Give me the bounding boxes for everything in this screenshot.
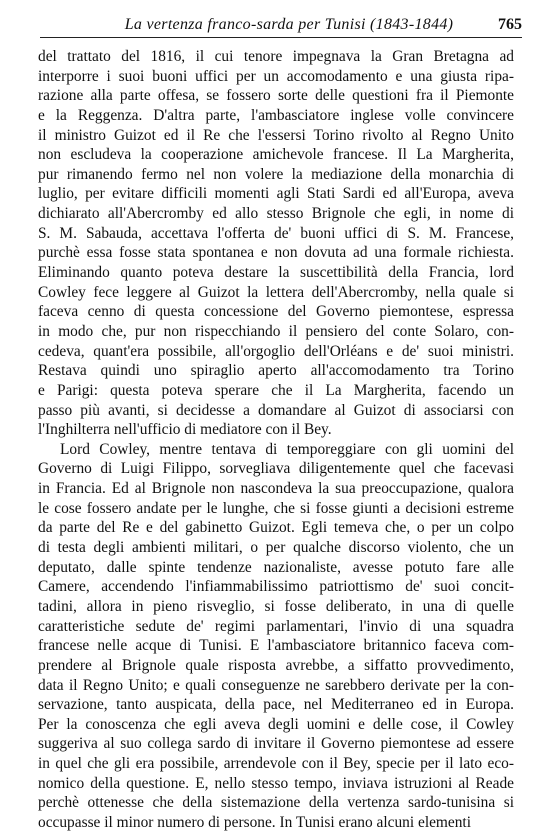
text-line: e la Reggenza. D'altra parte, l'ambasciatore inglese volle convincere (38, 106, 514, 124)
text-line: tadini, allora in pieno risveglio, si fosse deliberato, in una di quelle (38, 597, 514, 615)
text-line: deputato, dalle spinte tendenze nazionaliste, avesse potuto fare alle (38, 558, 514, 576)
text-line: purchè essa fosse stata spontanea e non dovuta ad una formale richiesta. (38, 244, 514, 262)
text-line: Eliminando quanto poteva destare la suscettibilità della Francia, lord (38, 264, 514, 282)
text-line: nomico della questione. E, nello stesso tempo, inviava istruzioni al Reade (38, 774, 514, 792)
text-line: suggeriva al suo collega sardo di invitare il Governo piemontese ad essere (38, 735, 514, 753)
text-line: in modo che, pur non rispecchiando il pensiero del conte Solaro, con- (38, 322, 514, 340)
text-line: occupasse il minor numero di persone. In Tunisi erano alcuni elementi (38, 813, 471, 831)
paragraph-1 (38, 47, 514, 440)
paragraph-2 (38, 440, 514, 833)
text-line: Governo di Luigi Filippo, sorvegliava diligentemente quel che facevasi (38, 460, 514, 478)
text-line: faceva cenno di questa concessione del Governo piemontese, espressa (38, 303, 514, 321)
text-line: razione alla parte offesa, se fossero sorte delle questioni fra il Piemonte (38, 87, 514, 105)
text-line: pur rimanendo fermo nel non volere la mediazione della monarchia di (38, 165, 514, 183)
text-line: cedeva, quant'era possibile, all'orgoglio dell'Orléans e de' suoi ministri. (38, 342, 514, 360)
text-line: in quel che gli era possibile, arrendevole con il Bey, specie per il lato eco- (38, 755, 514, 773)
text-line: S. M. Sabauda, accettava l'offerta de' buoni uffici di S. M. Francese, (38, 224, 514, 242)
text-line: Cowley fece leggere al Guizot la lettera dell'Abercromby, nella quale si (38, 283, 514, 301)
text-line: caratteristiche sedute de' regimi parlamentari, l'invio di una squadra (38, 617, 514, 635)
text-line: Per la conoscenza che egli aveva degli uomini e delle cose, il Cowley (38, 715, 514, 733)
text-line: perchè ottenesse che della sistemazione della vertenza sardo-tunisina si (38, 794, 514, 812)
text-line: passo più avanti, si decidesse a domandare al Guizot di associarsi con (38, 401, 514, 419)
text-line: Camere, accendendo l'infiammabilissimo patriottismo de' suoi concit- (38, 578, 514, 596)
text-line: Restava quindi uno spiraglio aperto all'accomodamento tra Torino (38, 362, 514, 380)
text-line: interporre i suoi buoni uffici per un accomodamento e una giusta ripa- (38, 67, 514, 85)
text-line: data il Regno Unito; e quali conseguenze ne sarebbero derivate per la con- (38, 676, 514, 694)
page-number: 765 (498, 16, 522, 33)
text-line: Lord Cowley, mentre tentava di temporeggiare con gli uomini del (60, 440, 514, 458)
text-line: di testa degli ambienti militari, o per qualche discorso violento, che un (38, 539, 514, 557)
text-line: prendere al Brignole quale risposta avrebbe, a siffatto provvedimento, (38, 656, 514, 674)
running-header (40, 8, 522, 38)
text-line: del trattato del 1816, il cui tenore impegnava la Gran Bretagna ad (38, 48, 514, 65)
text-line: dichiarato all'Abercromby ed allo stesso Brignole che egli, in nome di (38, 205, 514, 223)
running-title: La vertenza franco-sarda per Tunisi (1843-1844) (124, 16, 454, 33)
text-line: in Francia. Ed al Brignole non nascondeva la sua preoccupazione, qualora (38, 480, 514, 498)
text-line: luglio, per evitare difficili momenti agli Stati Sardi ed all'Europa, aveva (38, 185, 514, 203)
text-line: le cose fossero andate per le lunghe, che si fosse giunti a decisioni estreme (38, 499, 514, 517)
text-line: francese nelle acque di Tunisi. E l'ambasciatore britannico faceva com- (38, 637, 514, 655)
text-line: da parte del Re e del gabinetto Guizot. Egli temeva che, o per un colpo (38, 519, 514, 537)
text-line: il ministro Guizot ed il Re che l'essersi Torino rivolto al Regno Unito (38, 126, 514, 144)
text-line: servazione, tanto auspicata, della pace, nel Mediterraneo ed in Europa. (38, 696, 514, 714)
text-line: l'Inghilterra nell'ufficio di mediatore con il Bey. (38, 421, 332, 439)
text-line: e Parigi: questa poteva sperare che il La Margherita, facendo un (38, 381, 514, 399)
text-line: non escludeva la cooperazione amichevole francese. Il La Margherita, (38, 146, 514, 164)
body-text (38, 47, 514, 833)
